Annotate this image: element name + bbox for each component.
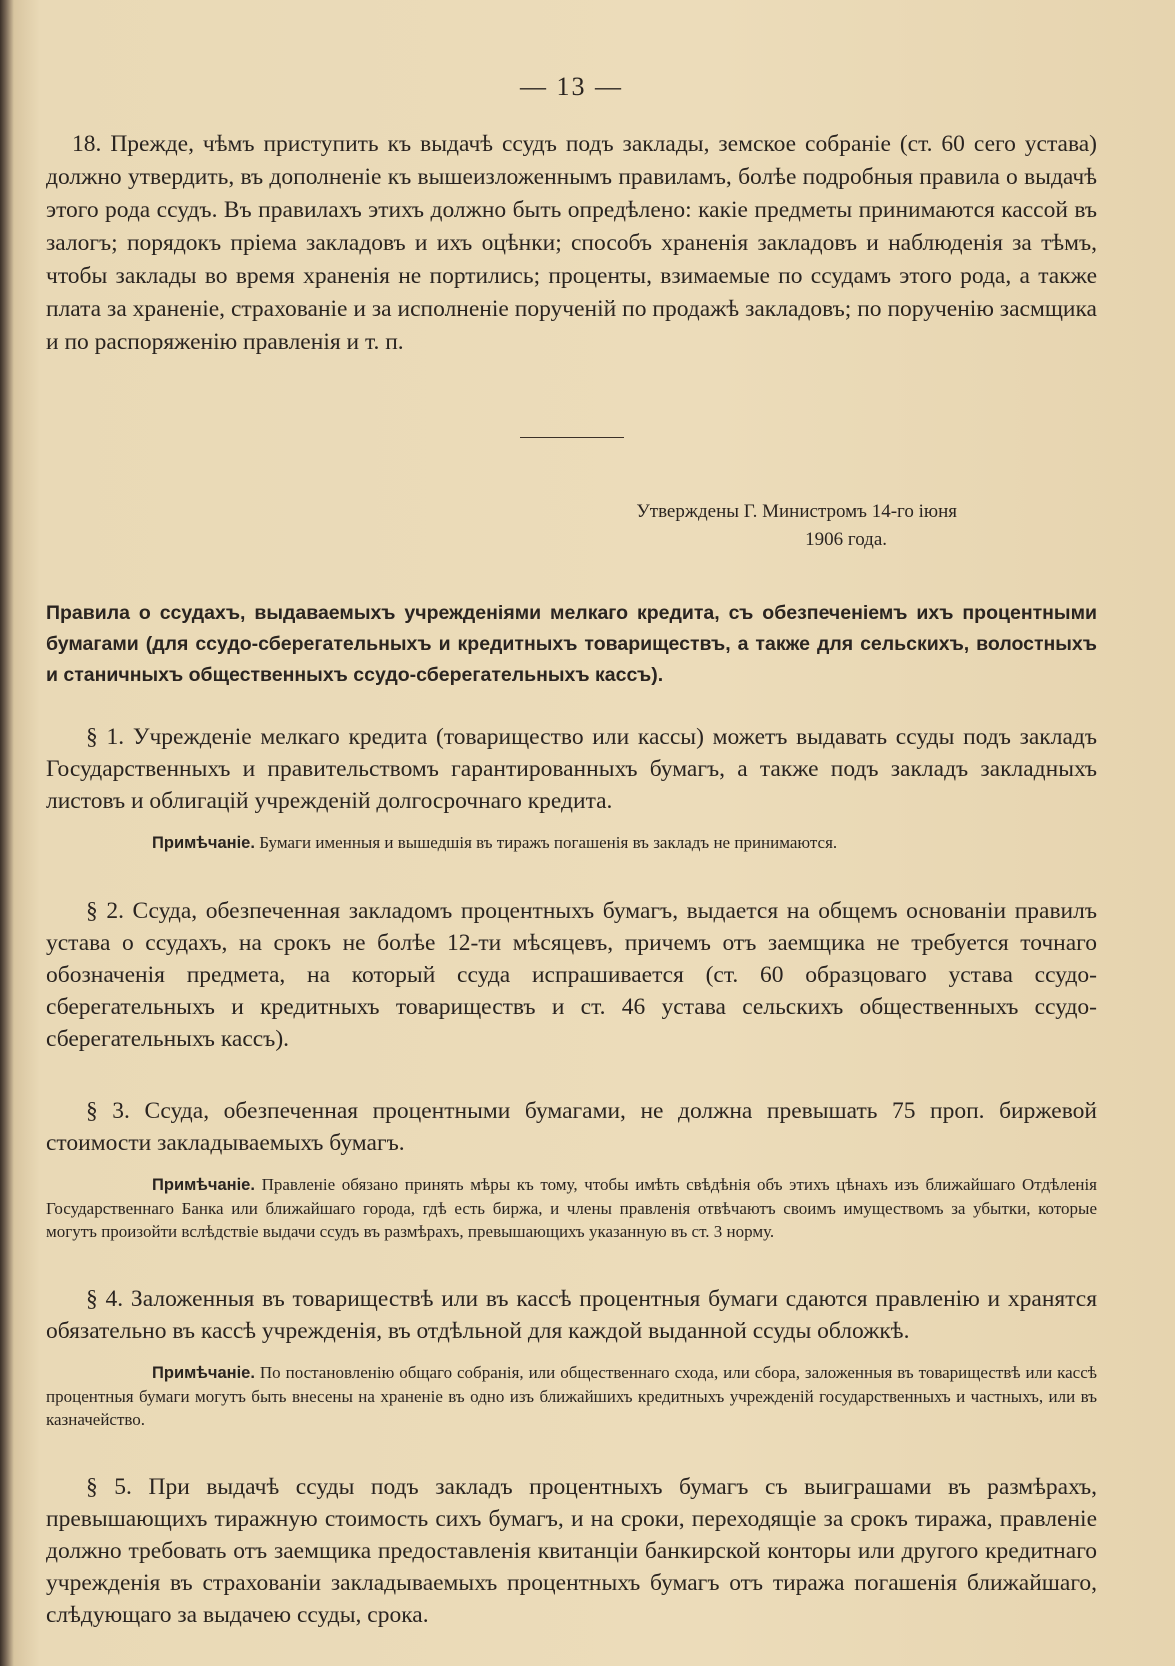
note-label: Примѣчаніе. — [152, 1364, 255, 1382]
note-label: Примѣчаніе. — [152, 1176, 255, 1194]
intro-paragraph: 18. Прежде, чѣмъ приступить къ выдачѣ ссудъ подъ заклады, земское собраніе (ст. 60 сего устава) должно утвердить, въ дополненіе къ вышеизложеннымъ правиламъ, болѣе подробныя правила о выдачѣ этого рода ссудъ. Въ правилахъ этихъ должно быть опредѣлено: какіе предметы принимаются кассой въ залогъ; порядокъ пріема закладовъ и ихъ оцѣнки; способъ храненія закладовъ и наблюденія за тѣмъ, чтобы заклады во время храненія не портились; проценты, взимаемые по ссудамъ этого рода, а также плата за храненіе, страхованіе и за исполненіе порученій по продажѣ закладовъ; по порученію засмщика и по распоряженію правленія и т. п. — [46, 131, 1097, 355]
approval-line-2: 1906 года. — [805, 529, 887, 550]
section-4-note — [46, 1361, 1097, 1431]
note-text: Бумаги именныя и вышедшія въ тиражъ погашенія въ закладъ не принимаются. — [259, 833, 838, 852]
section-1-note — [46, 831, 1097, 855]
section-1: § 1. Учрежденіе мелкаго кредита (товарищество или кассы) можетъ выдавать ссуды подъ закладъ Государственныхъ и правительствомъ гарантированныхъ бумагъ, а также подъ закладъ закладныхъ листовъ и облигацій учрежденій долгосрочнаго кредита. — [46, 724, 1097, 814]
section-3: § 3. Ссуда, обезпеченная процентными бумагами, не должна превышать 75 проп. биржевой стоимости закладываемыхъ бумагъ. — [46, 1098, 1097, 1156]
note-text: Правленіе обязано принять мѣры къ тому, чтобы имѣть свѣдѣнія объ этихъ цѣнахъ изъ ближайшаго Отдѣленія Государственнаго Банка или ближайшаго города, гдѣ есть биржа, и члены правленія отвѣчаютъ своимъ имуществомъ за убытки, которые могутъ произойти вслѣдствіе выдачи ссудъ въ размѣрахъ, превышающихъ указанную въ ст. 3 норму. — [46, 1175, 1098, 1241]
section-3-note — [46, 1173, 1097, 1243]
note-text: По постановленію общаго собранія, или общественнаго схода, или сбора, заложенныя въ товариществѣ или кассѣ процентныя бумаги могутъ быть внесены на храненіе въ одно изъ ближайшихъ кредитныхъ учрежденій государственныхъ и частныхъ, или въ казначейство. — [46, 1363, 1097, 1429]
approval-line-1: Утверждены Г. Министромъ 14-го іюня — [636, 501, 957, 522]
note-label: Примѣчаніе. — [152, 834, 255, 852]
section-2: § 2. Ссуда, обезпеченная закладомъ процентныхъ бумагъ, выдается на общемъ основаніи правилъ устава о ссудахъ, на срокъ не болѣе 12-ти мѣсяцевъ, причемъ отъ заемщика не требуется точнаго обозначенія предмета, на который ссуда испрашивается (ст. 60 образцоваго устава ссудо-сберегательныхъ и кредитныхъ товариществъ и ст. 46 устава сельскихъ общественныхъ ссудо-сберегательныхъ кассъ). — [46, 898, 1097, 1052]
section-4: § 4. Заложенныя въ товариществѣ или въ кассѣ процентныя бумаги сдаются правленію и хранятся обязательно въ кассѣ учрежденія, въ отдѣльной для каждой выданной ссуды обложкѣ. — [46, 1286, 1097, 1344]
section-divider — [520, 437, 624, 438]
page-number: — 13 — — [520, 72, 623, 101]
rules-title: Правила о ссудахъ, выдаваемыхъ учрежденіями мелкаго кредита, съ обезпеченіемъ ихъ процентными бумагами (для ссудо-сберегательныхъ и кредитныхъ товариществъ, а также для сельскихъ, волостныхъ и станичныхъ общественныхъ ссудо-сберегательныхъ кассъ). — [46, 602, 1097, 686]
section-5: § 5. При выдачѣ ссуды подъ закладъ процентныхъ бумагъ съ выиграшами въ размѣрахъ, превышающихъ тиражную стоимость сихъ бумагъ, и на сроки, переходящіе за срокъ тиража, правленіе должно требовать отъ заемщика предоставленія квитанціи банкирской конторы или другого кредитнаго учрежденія въ страхованіи закладываемыхъ процентныхъ бумагъ отъ тиража погашенія ближайшаго, слѣдующаго за выдачею ссуды, срока. — [46, 1474, 1097, 1628]
approval-note — [46, 498, 1097, 554]
